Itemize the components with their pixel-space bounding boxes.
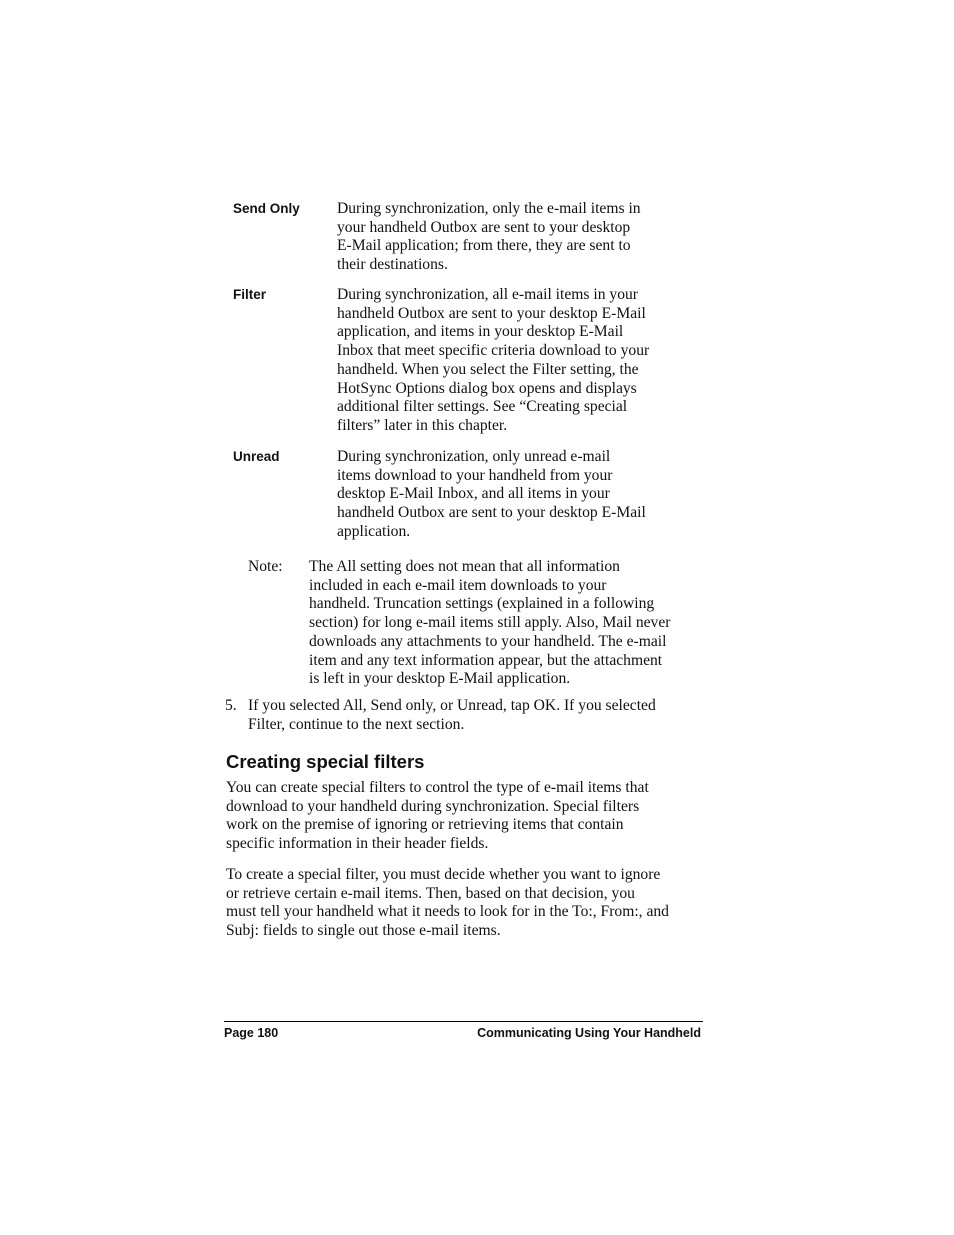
text-line: During synchronization, only unread e-mail xyxy=(337,448,611,465)
text-line: their destinations. xyxy=(337,256,448,274)
text-line: To create a special filter, you must decide whether you want to ignore xyxy=(226,866,661,883)
text-line: section) for long e-mail items still apply. Also, Mail never xyxy=(309,614,671,632)
text-line: item and any text information appear, but the attachment xyxy=(309,651,663,669)
text-line: downloads any attachments to your handheld. The e-mail xyxy=(309,632,667,650)
section-paragraph xyxy=(226,866,706,941)
text-line: handheld. Truncation settings (explained in a following xyxy=(309,595,655,613)
definition-term-filter: Filter xyxy=(233,287,267,302)
text-line: items download to your handheld from your xyxy=(337,466,613,484)
text-line: You can create special filters to control the type of e-mail items that xyxy=(226,779,649,796)
text-line: Subj: fields to single out those e-mail items. xyxy=(226,922,501,940)
section-heading: Creating special filters xyxy=(226,751,425,772)
text-line: additional filter settings. See “Creating special xyxy=(337,398,628,416)
text-line: desktop E-Mail Inbox, and all items in your xyxy=(337,485,610,503)
text-line: specific information in their header fields. xyxy=(226,835,489,853)
definition-body-unread xyxy=(337,448,682,542)
text-line: download to your handheld during synchronization. Special filters xyxy=(226,797,640,815)
text-line: is left in your desktop E-Mail application. xyxy=(309,670,571,688)
definition-body-send-only xyxy=(337,200,682,275)
text-line: handheld Outbox are sent to your desktop E-Mail xyxy=(337,504,646,522)
step-body xyxy=(248,697,708,734)
note-body xyxy=(309,558,704,689)
text-line: your handheld Outbox are sent to your desktop xyxy=(337,218,631,236)
text-line: HotSync Options dialog box opens and displays xyxy=(337,379,637,397)
section-paragraph xyxy=(226,779,706,854)
text-line: handheld. When you select the Filter setting, the xyxy=(337,360,639,378)
footer-divider xyxy=(224,1021,703,1022)
step-number: 5. xyxy=(225,697,237,714)
text-line: must tell your handheld what it needs to look for in the To:, From:, and xyxy=(226,903,669,921)
text-line: If you selected All, Send only, or Unread, tap OK. If you selected xyxy=(248,697,656,714)
footer-page-number: Page 180 xyxy=(224,1026,279,1040)
text-line: filters” later in this chapter. xyxy=(337,416,508,434)
text-line: During synchronization, all e-mail items in your xyxy=(337,286,638,303)
note-label: Note: xyxy=(248,558,283,575)
footer-chapter-title: Communicating Using Your Handheld xyxy=(477,1026,701,1040)
text-line: or retrieve certain e-mail items. Then, based on that decision, you xyxy=(226,884,635,902)
text-line: handheld Outbox are sent to your desktop E-Mail xyxy=(337,304,646,322)
text-line: work on the premise of ignoring or retrieving items that contain xyxy=(226,816,624,834)
definition-term-unread: Unread xyxy=(233,449,280,464)
text-line: included in each e-mail item downloads to your xyxy=(309,576,607,594)
text-line: During synchronization, only the e-mail items in xyxy=(337,200,641,217)
text-line: Inbox that meet specific criteria download to your xyxy=(337,342,650,360)
text-line: application, and items in your desktop E-Mail xyxy=(337,323,624,341)
text-line: Filter, continue to the next section. xyxy=(248,715,465,733)
text-line: application. xyxy=(337,522,411,540)
text-line: E-Mail application; from there, they are sent to xyxy=(337,237,631,255)
definition-term-send-only: Send Only xyxy=(233,201,300,216)
definition-body-filter xyxy=(337,286,682,436)
text-line: The All setting does not mean that all information xyxy=(309,558,620,575)
